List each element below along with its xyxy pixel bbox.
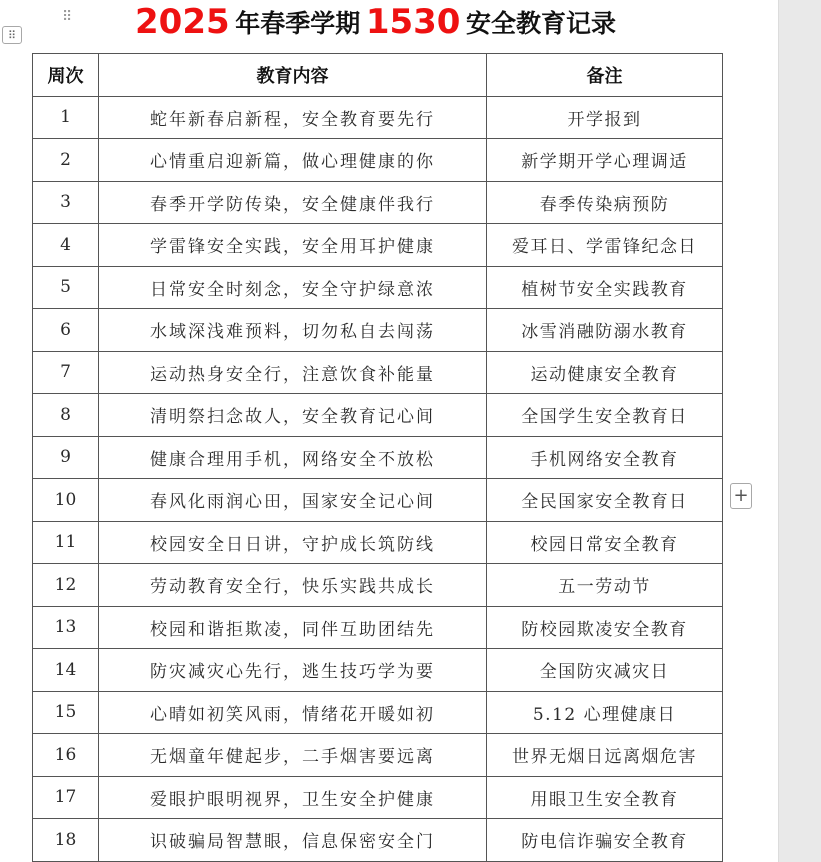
content-cell[interactable]: 校园和谐拒欺凌，同伴互助团结先	[99, 606, 487, 649]
note-cell[interactable]: 防电信诈骗安全教育	[487, 819, 723, 862]
header-week: 周次	[33, 54, 99, 97]
table-row	[33, 394, 723, 437]
table-row	[33, 776, 723, 819]
week-cell[interactable]: 7	[33, 351, 99, 394]
table-row	[33, 521, 723, 564]
note-cell[interactable]: 冰雪消融防溺水教育	[487, 309, 723, 352]
header-content: 教育内容	[99, 54, 487, 97]
table-grip-icon[interactable]: ⠿	[2, 26, 22, 44]
week-cell[interactable]: 1	[33, 96, 99, 139]
note-cell[interactable]: 开学报到	[487, 96, 723, 139]
note-cell[interactable]: 春季传染病预防	[487, 181, 723, 224]
content-cell[interactable]: 识破骗局智慧眼，信息保密安全门	[99, 819, 487, 862]
table-row	[33, 181, 723, 224]
table-row	[33, 564, 723, 607]
note-cell[interactable]: 防校园欺凌安全教育	[487, 606, 723, 649]
add-column-plus-icon[interactable]: +	[730, 483, 752, 509]
table-row	[33, 649, 723, 692]
week-cell[interactable]: 14	[33, 649, 99, 692]
content-cell[interactable]: 心情重启迎新篇，做心理健康的你	[99, 139, 487, 182]
page-title	[135, 2, 616, 44]
content-cell[interactable]: 水域深浅难预料，切勿私自去闯荡	[99, 309, 487, 352]
week-cell[interactable]: 9	[33, 436, 99, 479]
week-cell[interactable]: 6	[33, 309, 99, 352]
vertical-scrollbar[interactable]	[778, 0, 821, 862]
content-cell[interactable]: 运动热身安全行，注意饮食补能量	[99, 351, 487, 394]
week-cell[interactable]: 13	[33, 606, 99, 649]
week-cell[interactable]: 4	[33, 224, 99, 267]
table-row	[33, 351, 723, 394]
week-cell[interactable]: 15	[33, 691, 99, 734]
week-cell[interactable]: 18	[33, 819, 99, 862]
table-row	[33, 224, 723, 267]
note-cell[interactable]: 植树节安全实践教育	[487, 266, 723, 309]
note-cell[interactable]: 手机网络安全教育	[487, 436, 723, 479]
safety-education-table	[32, 53, 723, 862]
week-cell[interactable]: 16	[33, 734, 99, 777]
content-cell[interactable]: 清明祭扫念故人，安全教育记心间	[99, 394, 487, 437]
note-cell[interactable]: 全国学生安全教育日	[487, 394, 723, 437]
week-cell[interactable]: 17	[33, 776, 99, 819]
note-cell[interactable]: 运动健康安全教育	[487, 351, 723, 394]
title-year: 2025	[135, 2, 230, 42]
content-cell[interactable]: 无烟童年健起步，二手烟害要远离	[99, 734, 487, 777]
content-cell[interactable]: 爱眼护眼明视界，卫生安全护健康	[99, 776, 487, 819]
header-note: 备注	[487, 54, 723, 97]
table-header-row	[33, 54, 723, 97]
week-cell[interactable]: 11	[33, 521, 99, 564]
content-cell[interactable]: 学雷锋安全实践，安全用耳护健康	[99, 224, 487, 267]
title-number: 1530	[365, 2, 461, 42]
week-cell[interactable]: 12	[33, 564, 99, 607]
table-row	[33, 96, 723, 139]
content-cell[interactable]: 心晴如初笑风雨，情绪花开暖如初	[99, 691, 487, 734]
table-row	[33, 266, 723, 309]
content-cell[interactable]: 日常安全时刻念，安全守护绿意浓	[99, 266, 487, 309]
table-row	[33, 309, 723, 352]
table-row	[33, 606, 723, 649]
content-cell[interactable]: 校园安全日日讲，守护成长筑防线	[99, 521, 487, 564]
week-cell[interactable]: 10	[33, 479, 99, 522]
note-cell[interactable]: 五一劳动节	[487, 564, 723, 607]
table-row	[33, 734, 723, 777]
content-cell[interactable]: 春风化雨润心田，国家安全记心间	[99, 479, 487, 522]
content-cell[interactable]: 春季开学防传染，安全健康伴我行	[99, 181, 487, 224]
week-cell[interactable]: 2	[33, 139, 99, 182]
content-cell[interactable]: 防灾减灾心先行，逃生技巧学为要	[99, 649, 487, 692]
note-cell[interactable]: 全民国家安全教育日	[487, 479, 723, 522]
title-text-2: 安全教育记录	[466, 9, 617, 38]
drag-dots-icon[interactable]: ⠿	[62, 9, 72, 25]
note-cell[interactable]: 用眼卫生安全教育	[487, 776, 723, 819]
table-row	[33, 479, 723, 522]
table-row	[33, 691, 723, 734]
content-cell[interactable]: 劳动教育安全行，快乐实践共成长	[99, 564, 487, 607]
week-cell[interactable]: 5	[33, 266, 99, 309]
title-text-1: 年春季学期	[235, 9, 361, 38]
week-cell[interactable]: 3	[33, 181, 99, 224]
note-cell[interactable]: 5.12 心理健康日	[487, 691, 723, 734]
note-cell[interactable]: 爱耳日、学雷锋纪念日	[487, 224, 723, 267]
note-cell[interactable]: 校园日常安全教育	[487, 521, 723, 564]
note-cell[interactable]: 世界无烟日远离烟危害	[487, 734, 723, 777]
note-cell[interactable]: 新学期开学心理调适	[487, 139, 723, 182]
table-row	[33, 139, 723, 182]
week-cell[interactable]: 8	[33, 394, 99, 437]
table-row	[33, 436, 723, 479]
table-row	[33, 819, 723, 862]
content-cell[interactable]: 健康合理用手机，网络安全不放松	[99, 436, 487, 479]
note-cell[interactable]: 全国防灾减灾日	[487, 649, 723, 692]
content-cell[interactable]: 蛇年新春启新程，安全教育要先行	[99, 96, 487, 139]
